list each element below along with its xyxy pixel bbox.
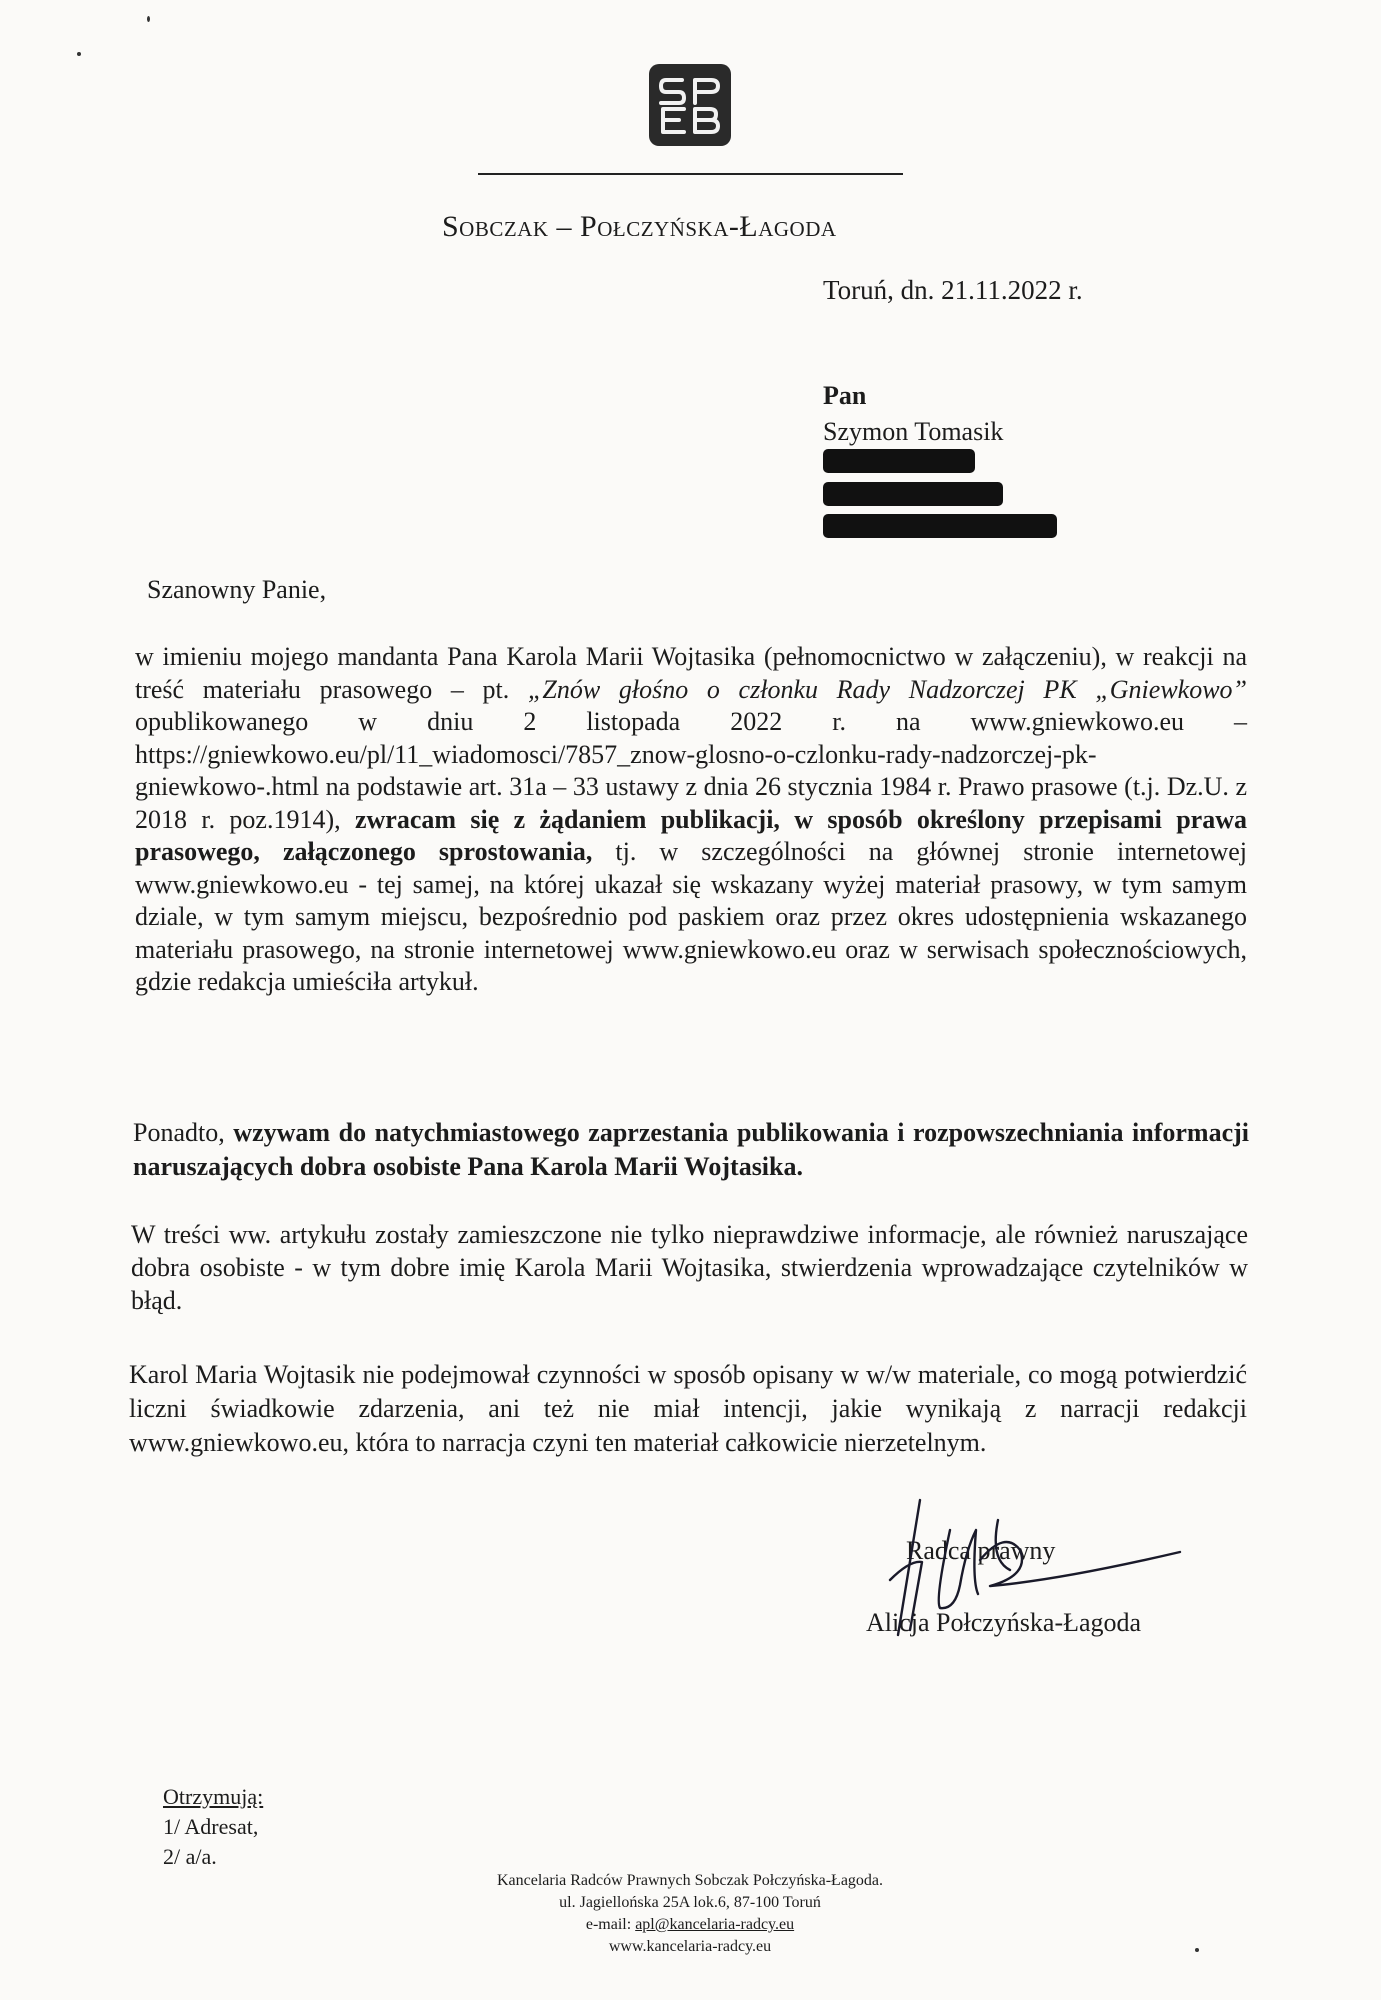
- recipient-item: 1/ Adresat,: [163, 1814, 259, 1839]
- firm-name: [442, 210, 942, 244]
- paragraph-false-info: W treści ww. artykułu zostały zamieszczone nie tylko nieprawdziwe informacje, ale również naruszające dobra osobiste - w tym dobre imię Karola Marii Wojtasika, stwierdzenia wprowadzające czytelników w błąd.: [131, 1220, 1248, 1315]
- footer-firm: Kancelaria Radców Prawnych Sobczak Połczyńska-Łagoda.: [496, 1872, 884, 1889]
- paragraph-demand: [135, 641, 1247, 999]
- firm-name-text: Sobczak – Połczyńska-Łagoda: [442, 210, 837, 243]
- recipient-address: [823, 378, 1003, 450]
- redacted-address-line-2: [823, 482, 1003, 506]
- footer-address: ul. Jagiellońska 25A lok.6, 87-100 Toruń: [559, 1894, 821, 1911]
- p1-bold-demand: zwracam się z żądaniem publikacji, w sposób określony przepisami prawa prasowego, załączonego sprostowania,: [135, 804, 1247, 866]
- p2-text-1: Ponadto,: [133, 1118, 234, 1147]
- recipient-title: Pan: [823, 381, 867, 410]
- firm-logo: [649, 64, 731, 146]
- signature-name: Alicja Połczyńska-Łagoda: [866, 1608, 1142, 1637]
- date-line: Toruń, dn. 21.11.2022 r.: [823, 275, 1083, 305]
- scan-speck: [147, 16, 150, 22]
- p2-bold-cease: wzywam do natychmiastowego zaprzestania publikowania i rozpowszechniania informacji naruszających dobra osobiste Pana Karola Marii Wojtasika.: [133, 1118, 1249, 1181]
- header-rule: [478, 173, 903, 175]
- article-title: „Znów głośno o członku Rady Nadzorczej PK „Gniewkowo”: [527, 674, 1248, 704]
- footer: [390, 1870, 990, 1958]
- signature-role: Radca prawny: [906, 1536, 1056, 1565]
- paragraph-cease: [133, 1116, 1249, 1184]
- p1-text-3: tj. w szczególności na głównej stronie internetowej www.gniewkowo.eu - tej samej, na której ukazał się wskazany wyżej materiał prasowy, w tym samym dziale, w tym samym miejscu, bezpośrednio pod paskiem oraz przez okres udostępnienia wskazanego materiału prasowego, na stronie internetowej www.gniewkowo.eu oraz w serwisach społecznościowych, gdzie redakcja umieściła artykuł.: [135, 837, 1247, 996]
- handwritten-signature: [880, 1490, 1200, 1650]
- recipients-list: [163, 1782, 263, 1872]
- redacted-address-line-3: [823, 514, 1057, 538]
- recipient-item: 2/ a/a.: [163, 1844, 217, 1869]
- redacted-address-line-1: [823, 449, 975, 473]
- footer-email-label: e-mail:: [585, 1916, 636, 1933]
- recipient-name: Szymon Tomasik: [823, 417, 1004, 446]
- footer-email: apl@kancelaria-radcy.eu: [635, 1916, 795, 1933]
- recipients-heading: Otrzymują:: [163, 1784, 264, 1809]
- scan-speck: [77, 52, 81, 56]
- p1-text-2: opublikowanego w dniu 2 listopada 2022 r. na www.gniewkowo.eu – https://gniewkowo.eu/pl/11_wiadomosci/7857_znow-glosno-o-czlonku-rady-nadzorczej-pk-gniewkowo-.html na podstawie art. 31a – 33 ustawy z dnia 26 stycznia 1984 r. Prawo prasowe (t.j. Dz.U. z 2018 r. poz.1914),: [135, 707, 1247, 834]
- footer-email-line: [390, 1914, 990, 1936]
- salutation: Szanowny Panie,: [147, 575, 327, 604]
- p1-text-1: w imieniu mojego mandanta Pana Karola Marii Wojtasika (pełnomocnictwo w załączeniu), w reakcji na treść materiału prasowego – pt.: [135, 642, 1247, 704]
- footer-website: www.kancelaria-radcy.eu: [608, 1938, 772, 1955]
- paragraph-witnesses: Karol Maria Wojtasik nie podejmował czynności w sposób opisany w w/w materiale, co mogą potwierdzić liczni świadkowie zdarzenia, ani też nie miał intencji, jakie wynikają z narracji redakcji www.gniewkowo.eu, która to narracja czyni ten materiał całkowicie nierzetelnym.: [129, 1360, 1247, 1457]
- scan-speck: [1195, 1948, 1199, 1952]
